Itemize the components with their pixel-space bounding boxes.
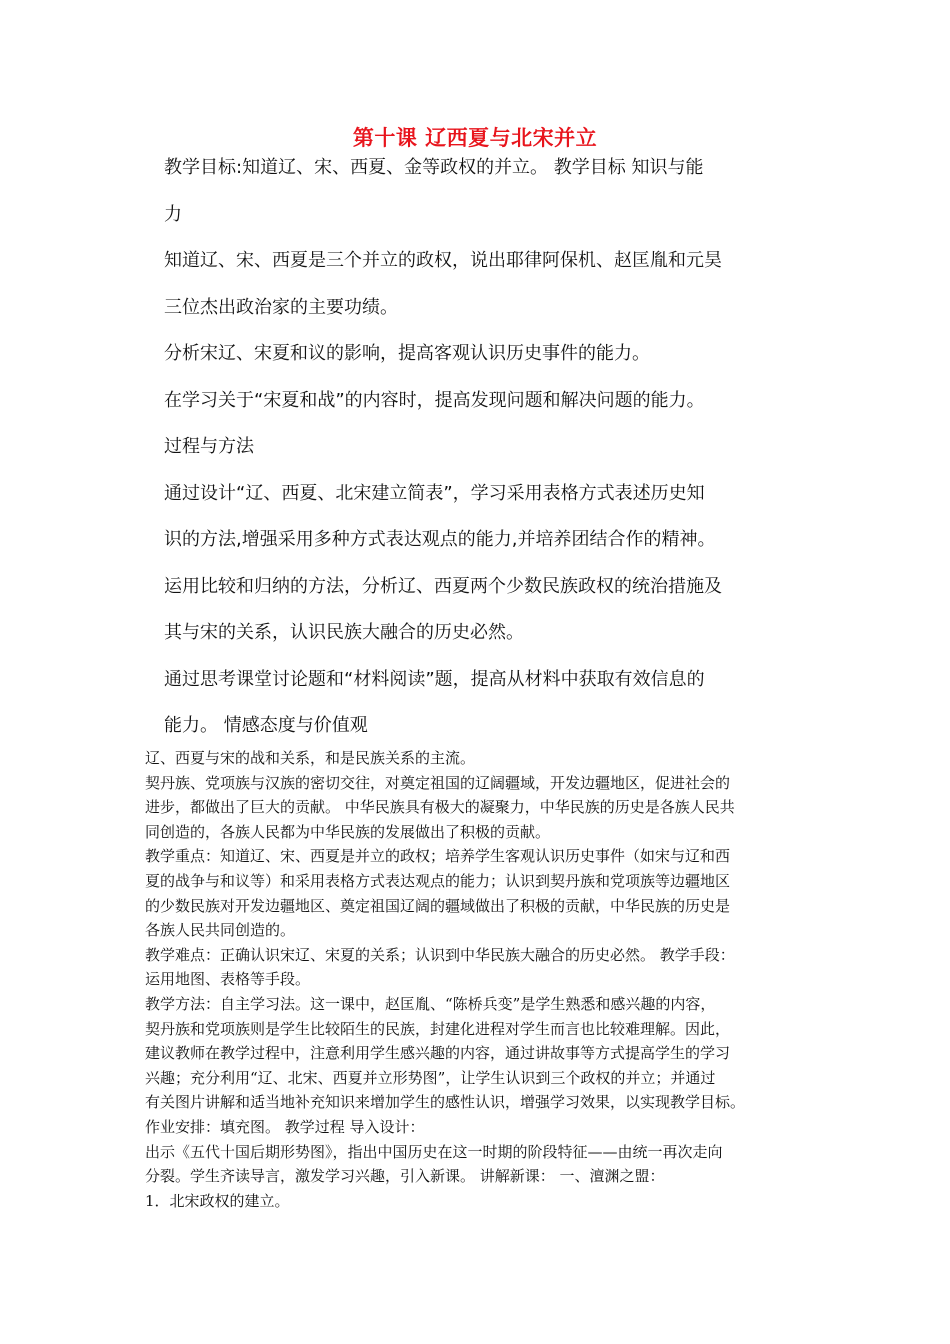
text-line: 出示《五代十国后期形势图》，指出中国历史在这一时期的阶段特征——由统一再次走向 (145, 1142, 723, 1161)
text-line: 分析宋辽、宋夏和议的影响，提高客观认识历史事件的能力。 (164, 343, 650, 364)
text-line: 进步，都做出了巨大的贡献。 中华民族具有极大的凝聚力，中华民族的历史是各族人民共 (145, 798, 735, 817)
text-line: 教学重点：知道辽、宋、西夏是并立的政权；培养学生客观认识历史事件（如宋与辽和西 (145, 847, 731, 866)
text-line: 契丹族和党项族则是学生比较陌生的民族，封建化进程对学生而言也比较难理解。因此， (145, 1019, 731, 1038)
text-line: 通过思考课堂讨论题和“材料阅读”题，提高从材料中获取有效信息的 (164, 668, 705, 690)
page-title: 第十课 辽西夏与北宋并立 (352, 126, 598, 150)
text-line: 分裂。学生齐读导言，激发学习兴趣，引入新课。 讲解新课： 一、澶渊之盟： (145, 1167, 665, 1186)
text-line: 其与宋的关系，认识民族大融合的历史必然。 (164, 622, 524, 643)
text-line: 建议教师在教学过程中，注意利用学生感兴趣的内容，通过讲故事等方式提高学生的学习 (145, 1044, 731, 1063)
text-line: 契丹族、党项族与汉族的密切交往，对奠定祖国的辽阔疆域，开发边疆地区，促进社会的 (145, 773, 731, 792)
text-line: 过程与方法 (164, 436, 254, 457)
text-line: 通过设计“辽、西夏、北宋建立简表”，学习采用表格方式表述历史知 (164, 482, 705, 504)
text-line: 力 (164, 203, 182, 225)
text-line: 运用地图、表格等手段。 (145, 970, 311, 989)
objectives-block (164, 152, 804, 757)
text-line: 三位杰出政治家的主要功绩。 (164, 296, 398, 318)
text-line: 作业安排：填充图。 教学过程 导入设计： (145, 1117, 425, 1136)
text-line: 教学目标:知道辽、宋、西夏、金等政权的并立。 教学目标 知识与能 (164, 157, 704, 178)
text-line: 的少数民族对开发边疆地区、奠定祖国辽阔的疆域做出了积极的贡献，中华民族的历史是 (145, 896, 731, 915)
text-line: 识的方法,增强采用多种方式表达观点的能力,并培养团结合作的精神。 (164, 529, 716, 550)
body-text-block (145, 746, 815, 1213)
text-line: 有关图片讲解和适当地补充知识来增加学生的感性认识，增强学习效果，以实现教学目标。 (145, 1093, 746, 1112)
text-line: 在学习关于“宋夏和战”的内容时，提高发现问题和解决问题的能力。 (164, 389, 705, 411)
text-line: 教学难点：正确认识宋辽、宋夏的关系；认识到中华民族大融合的历史必然。 教学手段： (145, 945, 735, 964)
text-line: 教学方法：自主学习法。这一课中，赵匡胤、“陈桥兵变”是学生熟悉和感兴趣的内容， (145, 994, 716, 1013)
text-line: 知道辽、宋、西夏是三个并立的政权，说出耶律阿保机、赵匡胤和元昊 (164, 250, 722, 271)
text-line: 运用比较和归纳的方法，分析辽、西夏两个少数民族政权的统治措施及 (164, 575, 722, 597)
text-line: 同创造的，各族人民都为中华民族的发展做出了积极的贡献。 (145, 822, 551, 841)
text-line: 1．北宋政权的建立。 (145, 1191, 290, 1210)
text-line: 能力。 情感态度与价值观 (164, 715, 368, 736)
text-line: 各族人民共同创造的。 (145, 921, 296, 940)
text-line: 兴趣；充分利用“辽、北宋、西夏并立形势图”，让学生认识到三个政权的并立；并通过 (145, 1068, 716, 1087)
text-line: 夏的战争与和议等）和采用表格方式表达观点的能力；认识到契丹族和党项族等边疆地区 (145, 871, 731, 890)
text-line: 辽、西夏与宋的战和关系，和是民族关系的主流。 (145, 749, 476, 767)
